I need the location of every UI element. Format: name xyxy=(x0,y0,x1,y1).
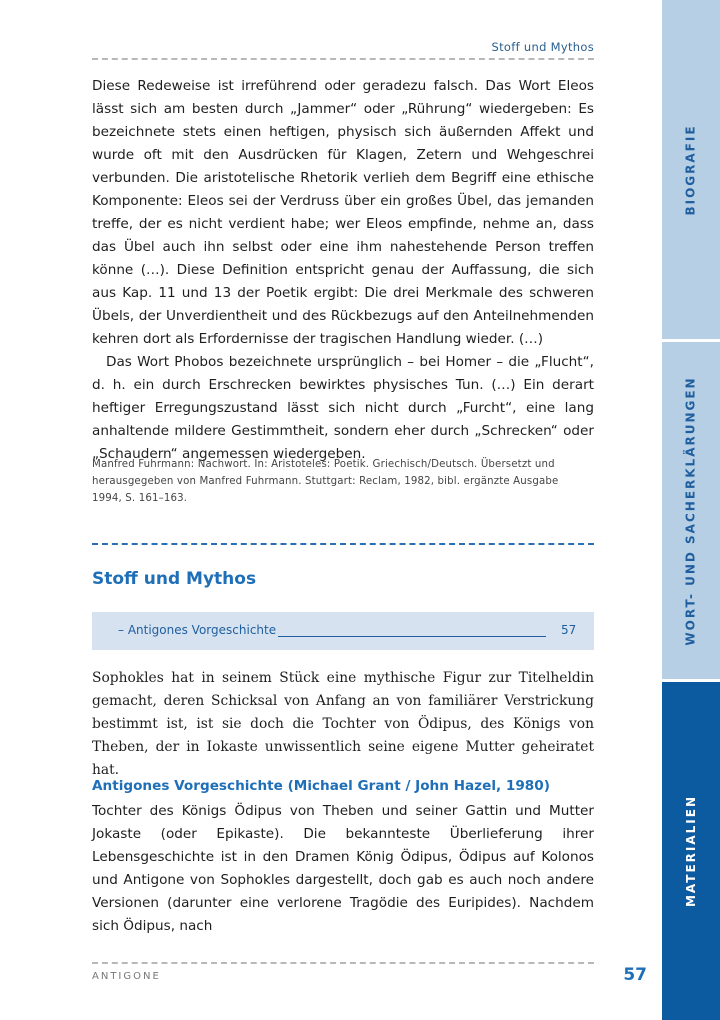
subsection-body: Tochter des Königs Ödipus von Theben und seiner Gattin und Mutter Jokaste (oder Epikaste). Die bekannteste Überlieferung ihrer Lebensgeschichte ist in den Dramen König Ödipus, Ödipus auf Kolonos und Antigone von Sophokles dargestellt, doch gab es auch noch andere Versionen (darunter eine verlorene Tragödie des Euripides). Nachdem sich Ödipus, nach xyxy=(92,803,594,934)
side-tab-materialien[interactable] xyxy=(662,682,720,1020)
subheading: Antigones Vorgeschichte (Michael Grant / John Hazel, 1980) xyxy=(92,778,550,794)
toc-entry-page: 57 xyxy=(561,623,577,637)
section-divider xyxy=(92,543,594,545)
toc-box xyxy=(92,612,594,650)
side-tab-label: MATERIALIEN xyxy=(684,794,698,908)
section-intro: Sophokles hat in seinem Stück eine mythische Figur zur Titelheldin gemacht, deren Schicksal von Anfang an von familiärer Verstrickung bestimmt ist, ist sie doch die Tochter von Ödipus, des Königs von Theben, der in Iokaste unwissentlich seine eigene Mutter geheiratet hat. xyxy=(92,670,594,778)
quote-block xyxy=(92,75,594,466)
citation: Manfred Fuhrmann: Nachwort. In: Aristoteles: Poetik. Griechisch/Deutsch. Übersetzt und herausgegeben von Manfred Fuhrmann. Stuttgart: Reclam, 1982, bibl. ergänzte Ausgabe 1994, S. 161–163. xyxy=(92,459,559,504)
toc-entry-label: – Antigones Vorgeschichte xyxy=(118,623,277,637)
side-tab-label: BIOGRAFIE xyxy=(684,123,698,216)
side-tab-wort-und-sacherklaerungen[interactable] xyxy=(662,342,720,679)
quote-paragraph-2: Das Wort Phobos bezeichnete ursprünglich – bei Homer – die „Flucht“, d. h. ein durch Erschrecken bewirktes physisches Tun. (…) Ein derart heftiger Erregungszustand lässt sich nicht durch „Furcht“, eine lang anhaltende mildere Gestimmtheit, sondern eher durch „Schrecken“ oder „Schaudern“ angemessen wiedergeben. xyxy=(92,354,594,462)
footer-divider xyxy=(92,962,594,964)
footer-book-title: ANTIGONE xyxy=(92,971,161,982)
side-tab-label: WORT- UND SACHERKLÄRUNGEN xyxy=(684,375,698,646)
page-number: 57 xyxy=(623,965,647,985)
section-title: Stoff und Mythos xyxy=(92,569,257,589)
running-head: Stoff und Mythos xyxy=(491,40,594,54)
toc-leader-line xyxy=(278,636,546,637)
header-divider xyxy=(92,58,594,60)
side-tab-biografie[interactable] xyxy=(662,0,720,339)
quote-paragraph-1: Diese Redeweise ist irreführend oder geradezu falsch. Das Wort Eleos lässt sich am besten durch „Jammer“ oder „Rührung“ wiedergeben: Es bezeichnete stets einen heftigen, physisch sich äußernden Affekt und wurde oft mit den Ausdrücken für Klagen, Zetern und Wehgeschrei verbunden. Die aristotelische Rhetorik verlieh dem Begriff eine ethische Komponente: Eleos sei der Verdruss über ein großes Übel, das jemanden treffe, der es nicht verdient habe; wer Eleos empfinde, nehme an, dass das Übel auch ihn selbst oder eine ihm nahestehende Person treffen könne (…). Diese Definition entspricht genau der Auffassung, die sich aus Kap. 11 und 13 der Poetik ergibt: Die drei Merkmale des schweren Übels, der Unverdientheit und des Rückbezugs auf den Anteilnehmenden kehren dort als Erfordernisse der tragischen Handlung wieder. (…) xyxy=(92,78,594,347)
